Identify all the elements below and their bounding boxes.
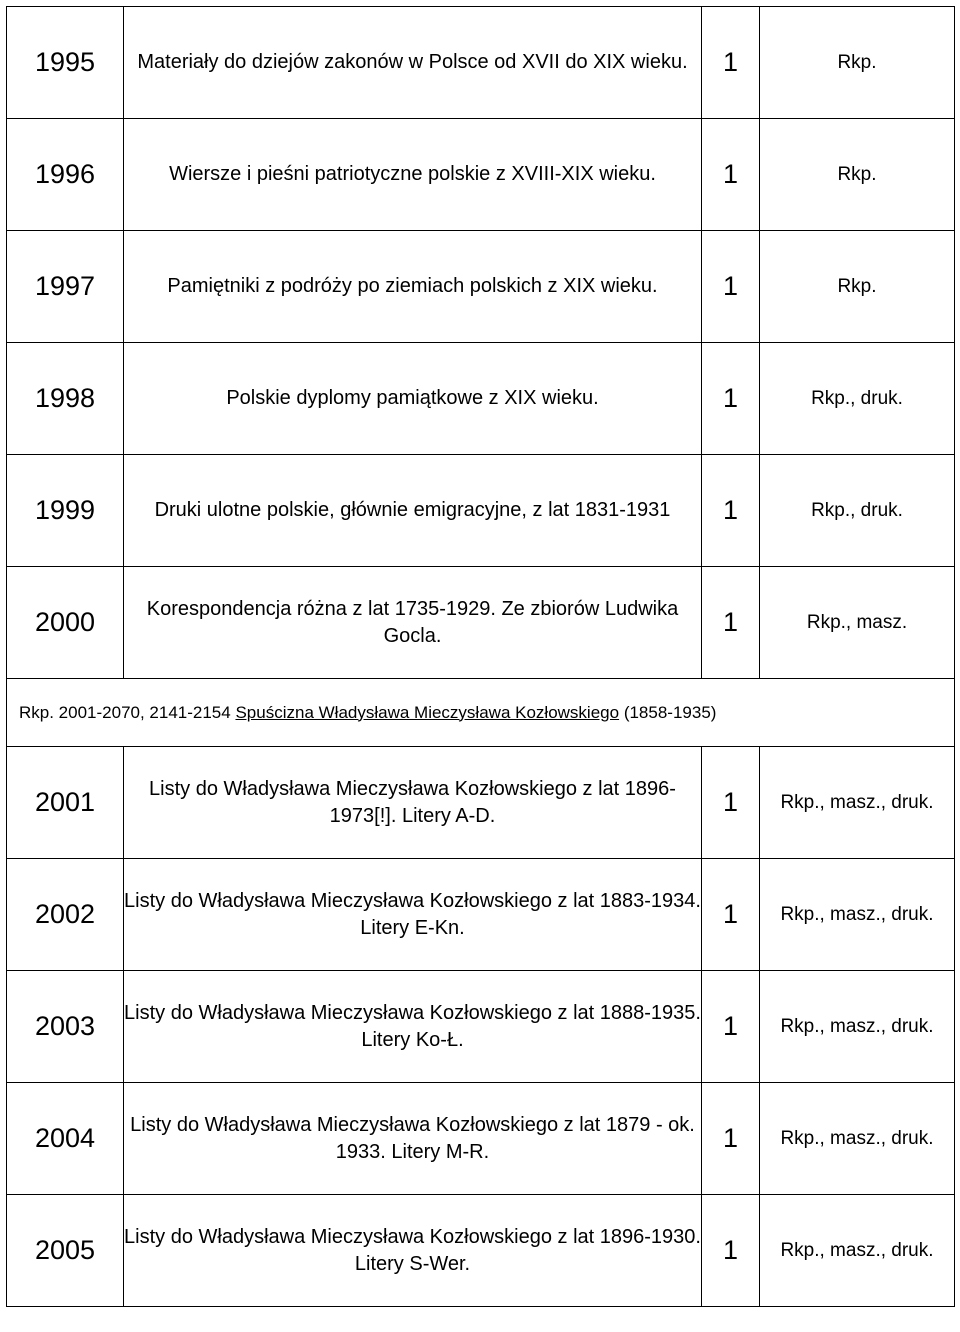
title-cell: Listy do Władysława Mieczysława Kozłowskiego z lat 1879 - ok. 1933. Litery M-R. xyxy=(124,1083,702,1195)
signature-cell: 2003 xyxy=(7,971,124,1083)
count-cell: 1 xyxy=(702,119,760,231)
count-cell: 1 xyxy=(702,747,760,859)
count-cell: 1 xyxy=(702,7,760,119)
title-cell: Korespondencja różna z lat 1735-1929. Ze zbiorów Ludwika Gocla. xyxy=(124,567,702,679)
table-row xyxy=(7,971,955,1083)
section-prefix: Rkp. 2001-2070, 2141-2154 xyxy=(19,702,231,722)
type-cell: Rkp. xyxy=(760,119,955,231)
signature-cell: 1995 xyxy=(7,7,124,119)
count-cell: 1 xyxy=(702,1195,760,1307)
title-cell: Listy do Władysława Mieczysława Kozłowskiego z lat 1896-1973[!]. Litery A-D. xyxy=(124,747,702,859)
type-cell: Rkp., masz. xyxy=(760,567,955,679)
signature-cell: 1997 xyxy=(7,231,124,343)
title-cell: Wiersze i pieśni patriotyczne polskie z XVIII-XIX wieku. xyxy=(124,119,702,231)
type-cell: Rkp., masz., druk. xyxy=(760,859,955,971)
type-cell: Rkp., masz., druk. xyxy=(760,1195,955,1307)
count-cell: 1 xyxy=(702,343,760,455)
signature-cell: 1996 xyxy=(7,119,124,231)
count-cell: 1 xyxy=(702,971,760,1083)
signature-cell: 2000 xyxy=(7,567,124,679)
table-row xyxy=(7,7,955,119)
table-row xyxy=(7,231,955,343)
table-row xyxy=(7,455,955,567)
signature-cell: 1999 xyxy=(7,455,124,567)
table-row xyxy=(7,747,955,859)
title-cell: Listy do Władysława Mieczysława Kozłowskiego z lat 1888-1935. Litery Ko-Ł. xyxy=(124,971,702,1083)
table-row xyxy=(7,1083,955,1195)
table-row xyxy=(7,343,955,455)
count-cell: 1 xyxy=(702,859,760,971)
catalog-table xyxy=(6,6,955,1307)
section-header xyxy=(7,679,955,747)
count-cell: 1 xyxy=(702,231,760,343)
type-cell: Rkp., masz., druk. xyxy=(760,1083,955,1195)
type-cell: Rkp. xyxy=(760,231,955,343)
title-cell: Polskie dyplomy pamiątkowe z XIX wieku. xyxy=(124,343,702,455)
signature-cell: 2004 xyxy=(7,1083,124,1195)
section-header-row xyxy=(7,679,955,747)
title-cell: Druki ulotne polskie, głównie emigracyjne, z lat 1831-1931 xyxy=(124,455,702,567)
table-row xyxy=(7,859,955,971)
section-name: Spuścizna Władysława Mieczysława Kozłowskiego xyxy=(235,702,620,722)
count-cell: 1 xyxy=(702,455,760,567)
title-cell: Listy do Władysława Mieczysława Kozłowskiego z lat 1883-1934. Litery E-Kn. xyxy=(124,859,702,971)
type-cell: Rkp., masz., druk. xyxy=(760,971,955,1083)
table-row xyxy=(7,567,955,679)
type-cell: Rkp., druk. xyxy=(760,343,955,455)
count-cell: 1 xyxy=(702,1083,760,1195)
title-cell: Pamiętniki z podróży po ziemiach polskich z XIX wieku. xyxy=(124,231,702,343)
title-cell: Listy do Władysława Mieczysława Kozłowskiego z lat 1896-1930. Litery S-Wer. xyxy=(124,1195,702,1307)
type-cell: Rkp. xyxy=(760,7,955,119)
signature-cell: 1998 xyxy=(7,343,124,455)
table-row xyxy=(7,119,955,231)
table-row xyxy=(7,1195,955,1307)
signature-cell: 2005 xyxy=(7,1195,124,1307)
signature-cell: 2001 xyxy=(7,747,124,859)
section-dates: (1858-1935) xyxy=(623,702,717,722)
count-cell: 1 xyxy=(702,567,760,679)
title-cell: Materiały do dziejów zakonów w Polsce od XVII do XIX wieku. xyxy=(124,7,702,119)
type-cell: Rkp., druk. xyxy=(760,455,955,567)
signature-cell: 2002 xyxy=(7,859,124,971)
type-cell: Rkp., masz., druk. xyxy=(760,747,955,859)
